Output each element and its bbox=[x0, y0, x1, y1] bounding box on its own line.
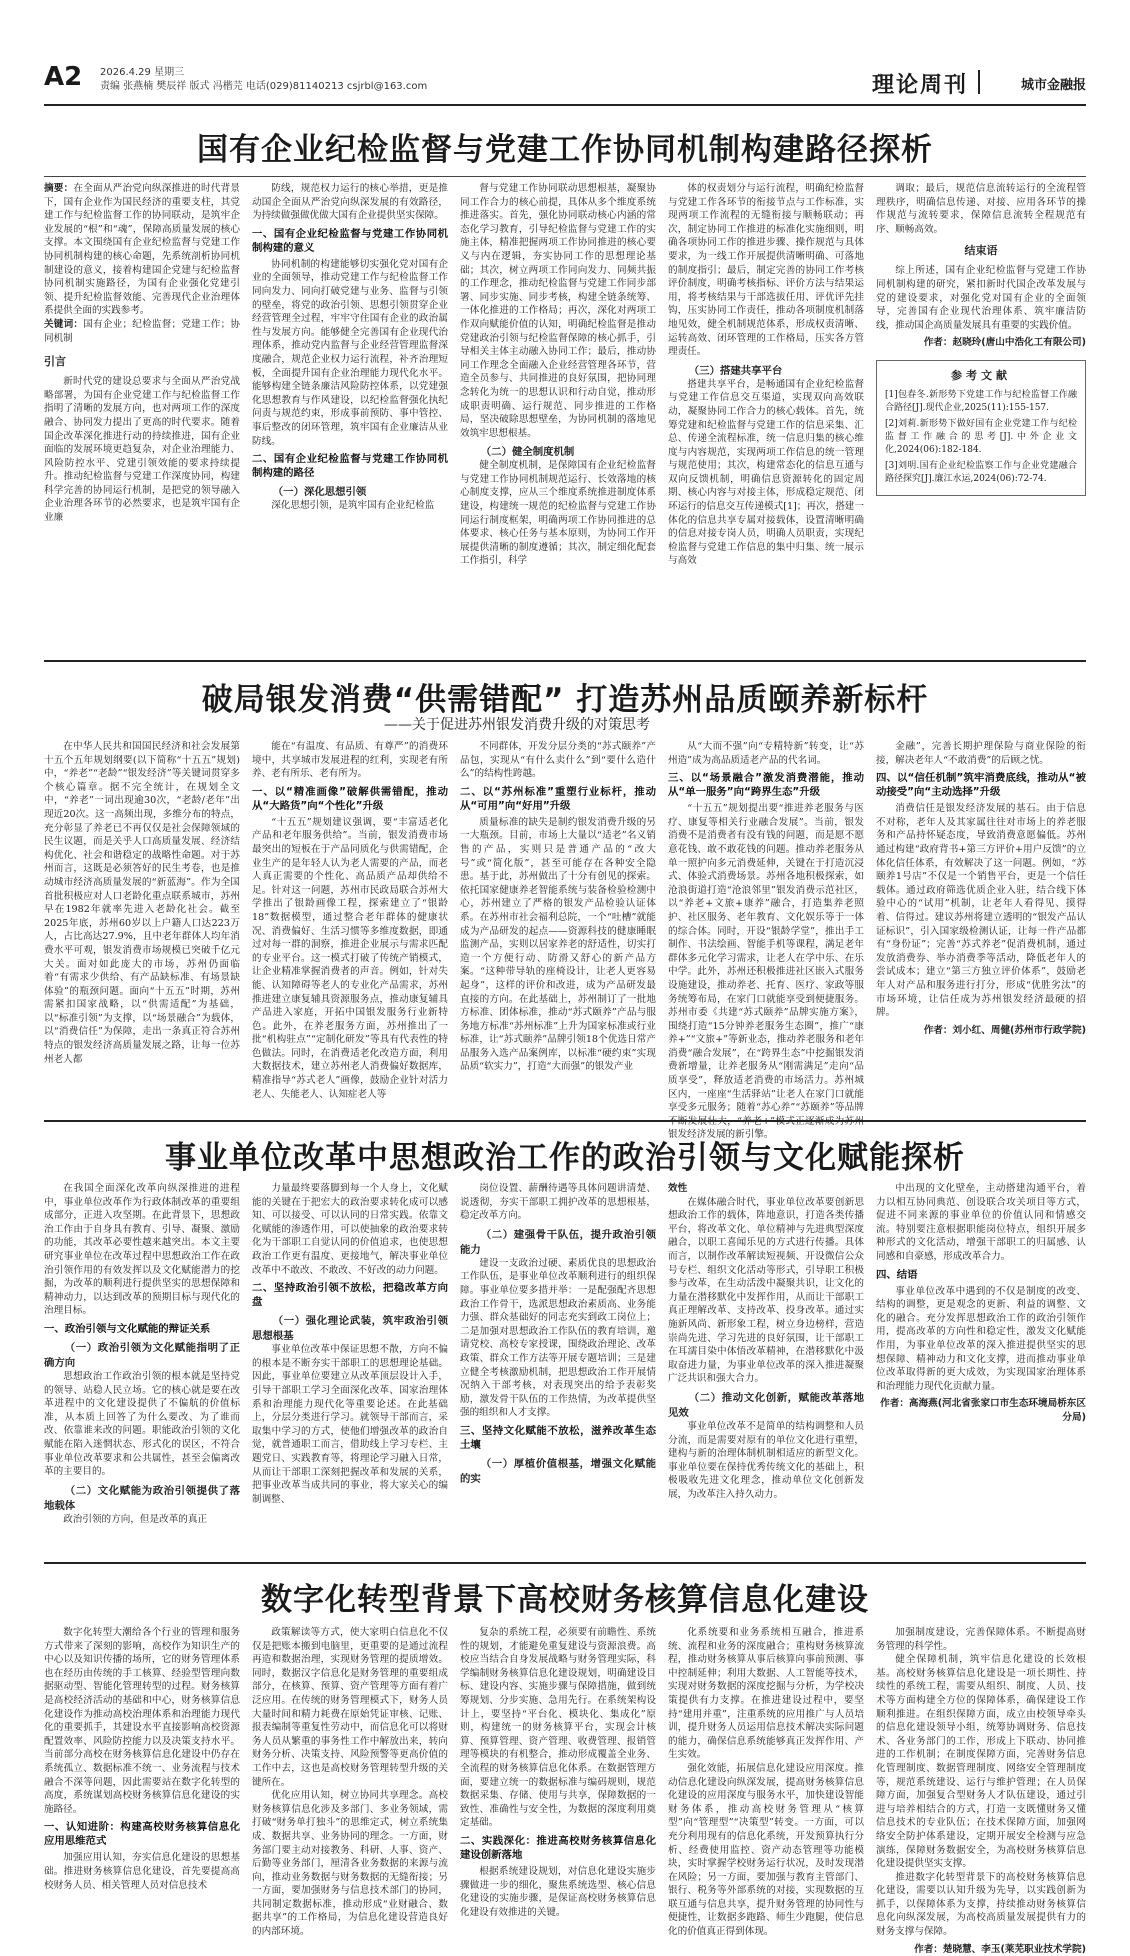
paragraph: “十五五”规划提出要“推进养老服务与医疗、康复等相关行业融合发展”。当前，银发消费不是消费者有没有钱的问题，而是愿不愿意花钱、敢不敢花钱的问题。推动养老服务从单一照护向多元消费延伸，关键在于打造沉浸式、体验式消费场景。苏州各地积极探索，如沧浪街道打造“沧浪邻里”银发消费示范社区，以“养老+文旅+康养”融合，打造集养老照护、社区服务、老年教育、文化娱乐等于一体的综合体。同时，开设“银龄学堂”，推出手工制作、书法绘画、智能手机等课程，满足老年群体多元化学习需求，让老人在学中乐、在乐中学。此外，苏州还积极推进社区嵌入式服务设施建设，推动养老、托育、医疗、家政等服务统筹布局，在家门口就能享受到便捷服务。苏州市委《共建“苏式颐养”品牌实施方案》，围绕打造“15分钟养老服务生态圈”，推广“康养+”“文旅+”等新业态，推动养老服务和老年消费“融合发展”，在“跨界生态”中挖掘银发消费新增量，让养老服务从“刚需满足”走向“品质享受”，释放适老消费的市场活力。苏州城区内，一座座“生活驿站”让老人在家门口就能享受多元服务；随着“苏心养”“苏颐养”等品牌 银发经济发展的新引擎。 bbox=[668, 803, 864, 1141]
article2-col2 bbox=[252, 740, 448, 1112]
article4-author: 作者：楚晓慧、李玉(莱芜职业技术学院) bbox=[914, 1943, 1086, 1955]
paragraph: 综上所述，国有企业纪检监督与党建工作协同机制构建的研究，紧扣新时代国企改革发展与党的建设要求，对强化党对国有企业的全面领导，完善国有企业现代治理体系、筑牢廉洁防线，推动国企高质量发展具有重要的实践价值。 bbox=[876, 265, 1086, 331]
article2-col5 bbox=[876, 740, 1086, 1112]
article4-title: 数字化转型背景下高校财务核算信息化建设 bbox=[261, 1582, 869, 1618]
paragraph: 深化思想引领，是筑牢国有企业纪检监 bbox=[271, 500, 435, 512]
masthead-editors: 责编 张燕楠 樊辰祥 版式 冯楷芫 电话(029)81140213 csjrbl@163.com bbox=[100, 81, 428, 92]
paper-name: 城市金融报 bbox=[1020, 78, 1086, 93]
paragraph: 思想政治工作政治引领的根本就是坚持党的领导、站稳人民立场。它的核心就是要在改革进程中的文化建设提供了不偏航的价值标准，从本质上回答了为什么要改、为了谁而改、依靠谁来改的问题。职能政治引领的文化赋能在陷入迷惘状态、形式化的误区，不符合事业单位改革要求和公共属性，甚至会偏离改革的主要目的。 bbox=[44, 1370, 240, 1478]
subsection-heading: （一）强化理论武装，筑牢政治引领思想根基 bbox=[252, 1315, 448, 1343]
article4-col5 bbox=[876, 1626, 1086, 1955]
article3-col4 bbox=[668, 1182, 864, 1554]
article1-col3 bbox=[460, 182, 656, 652]
masthead-divider bbox=[978, 70, 980, 94]
paragraph: 健全保障机制，筑牢信息化建设的长效根基。高校财务核算信息化建设是一项长期性、持续性的系统工程，需要从组织、制度、人员、技术等方面构建全方位的保障体系，确保建设工作顺利推进。在组织保障方面，成立由校领导牵头的信息化建设领导小组，统筹协调财务、信息技术、各业务部门的工作，形成上下联动、协同推进的工作机制；在制度保障方面，完善财务信息化管理制度、数据管理制度、网络安全管理制度等，规范系统建设、运行与维护管理；在人员保障方面，加强复合型财务人才队伍建设，通过引进与培养相结合的方式，打造一支既懂财务又懂信息技术的专业队伍；在技术保障方面，加强网络安全防护体系建设，定期开展安全检测与应急演练，保障财务数据安全，为高校财务核算信息化建设提供坚实支撑。 bbox=[876, 1654, 1086, 1870]
subsection-heading: （三）搭建共享平台 bbox=[688, 364, 783, 377]
paragraph: 岗位设置、薪酬待遇等具体问题讲清楚、说透彻，夯实干部职工拥护改革的思想根基，稳定改革方向。 bbox=[460, 1183, 656, 1222]
article2-subtitle: ——关于促进苏州银发消费升级的对策思考 bbox=[384, 717, 650, 733]
article1-col4 bbox=[668, 182, 864, 652]
masthead bbox=[44, 58, 1086, 106]
paragraph: 在媒体融合时代，事业单位改革要创新思想政治工作的载体，阵地意识，打造各类传播平台，将改革文化、单位精神与先进典型深度融合，以职工喜闻乐见的方式进行传播。具体而言，以制作改革解读短视频、开设微信公众号专栏、组织文化活动等形式，引导职工积极参与改革，在生动活泼中凝聚共识，让文化的力量在潜移默化中发挥作用，从而让干部职工真正理解改革、支持改革、投身改革。通过实施新风尚、新形象工程，树立身边榜样，营造崇尚先进、学习先进的良好氛围，让干部职工在耳濡目染中体悟改革精神，在潜移默化中汲取奋进力量，为事业单位改革的深入推进凝聚广泛共识和强大合力。 bbox=[668, 1196, 864, 1385]
subsection-heading: （二）建强骨干队伍，提升政治引领能力 bbox=[460, 1228, 656, 1256]
paragraph: 新时代党的建设总要求与全面从严治党战略部署，为国有企业党建工作与纪检监督工作指明了清晰的发展方向，也对两项工作的深度融合、协同发力提出了更高的时代要求。随着国企改革深化推进行动的持续推进，国有企业面临的发展环境更趋复杂，对企业治理能力、风险防控水平、党建引领效能的要求持续提升。推动纪检监督与党建工作深度协同，构建科学完善的协同运行机制，是把党的领导融入企业治理各环节的必然要求，也是筑牢国有企业廉 bbox=[44, 376, 240, 524]
section-heading: 一、政治引领与文化赋能的辩证关系 bbox=[44, 1322, 211, 1335]
paragraph: 不同群体，开发分层分类的“苏式颐养”产品包，实现从“有什么卖什么”到“要什么造什么”的结构性跨越。 bbox=[460, 741, 656, 780]
section-heading: 四、以“信任机制”筑牢消费底线，推动从“被动接受”向“主动选择”升级 bbox=[876, 772, 1086, 799]
section-heading: 一、以“精准画像”破解供需错配，推动从“大路货”向“个性化”升级 bbox=[252, 785, 448, 812]
paragraph: 建设一支政治过硬、素质优良的思想政治工作队伍，是事业单位改革顺利进行的组织保障。事业单位要多措并举：一是配强配齐思想政治工作骨干，选派思想政治素质高、业务能力强、群众基础好的同志充实到政工岗位上；二是加强对思想政治工作队伍的教育培训，邀请党校、高校专家授课，围绕政治理论、改革政策、群众工作方法等开展专题培训；三是建立健全考核激励机制，把思想政治工作开展情况纳入干部考核，对表现突出的给予表彰奖励，激发骨干队伍的工作热情，为改革提供坚强的组织和人才支撑。 bbox=[460, 1257, 656, 1419]
article1-intro-heading: 引言 bbox=[44, 355, 66, 369]
paragraph: 优化应用认知，树立协同共享理念。高校财务核算信息化涉及多部门、多业务领域，需打破“财务单打独斗”的思维定式，树立系统集成、数据共享、业务协同的理念。一方面，财务部门要主动对接教务、科研、人事、资产、后勤等业务部门，厘清各业务数据的来源与流向，推动业务数据与财务数据的无缝衔接；另一方面，要加强财务与信息技术部门的协同，共同制定数据标准，推动形成“业财融合、数据共享”的工作格局，为信息化建设营造良好的内部环境。 bbox=[252, 1790, 448, 1938]
article-divider bbox=[44, 660, 1086, 662]
article-divider bbox=[44, 1120, 1086, 1122]
paragraph: 从“大而不强”向“专精特新”转变，让“苏州造”成为高品质适老产品的代名词。 bbox=[668, 741, 864, 766]
subsection-heading: （一）厚植价值根基，增强文化赋能的实 bbox=[460, 1457, 656, 1485]
paragraph: 中出现的文化壁垒，主动搭建沟通平台，着力以相互协同典范、创设联合攻关项目等方式，促进不同来源的事业单位的价值认同和情感交流。特别要注意根据职能岗位特点，组织开展多种形式的文化活动，增强干部职工的归属感、认同感和自豪感，形成改革合力。 bbox=[876, 1183, 1086, 1262]
section-heading: 三、以“场景融合”激发消费潜能，推动从“单一服务”向“跨界生态”升级 bbox=[668, 772, 864, 799]
article1-title: 国有企业纪检监督与党建工作协同机制构建路径探析 bbox=[197, 132, 933, 168]
article2-author: 作者：刘小红、周健(苏州市行政学院) bbox=[923, 1024, 1086, 1036]
article1-col5 bbox=[876, 182, 1086, 652]
paragraph: 事业单位改革不是简单的结构调整和人员分流，而是需要对原有的单位文化进行重塑，建构与新的治理体制机制相适应的新型文化。事业单位要在保持优秀传统文化的基础上，积极吸收先进文化理念，推动单位文化创新发展，为改革注入持久动力。 bbox=[668, 1420, 864, 1500]
subsection-heading: （二）推动文化创新，赋能改革落地见效 bbox=[668, 1391, 864, 1419]
section-heading: 一、认知进阶：构建高校财务核算信息化应用思维范式 bbox=[44, 1821, 240, 1848]
article2-title: 破局银发消费“供需错配” 打造苏州品质颐养新标杆 bbox=[201, 682, 929, 718]
paragraph: “十五五”规划建议强调，要“丰富适老化产品和老年服务供给”。当前，银发消费市场最突出的短板在于产品同质化与供需错配，企业生产的是年轻人认为老人需要的产品，而老人真正需要的个性化、高品质产品却供给不足。针对这一问题，苏州市民政局联合苏州大学推出了银龄画像工程，探索建立了“银龄18”数据模型，通过整合老年群体的健康状况、消费偏好、生活习惯等多维度数据，即通过对每一群的洞察，推进企业展示与需求匹配的专业平台。这一模式打破了传统产销模式，让企业精准掌握消费者的声音。例如，针对失能、认知障碍等老人的专业化产品需求，苏州推进建立康复辅具资源服务点，推动康复辅具产品进入家庭，开拓中国银发服务行业新特色。此外，在养老服务方面，苏州推出了一批“机构驻点”“定制化研发”等具有代表性的特色做法。同时，在消费适老化改造方面，利用大数据技术，建立苏州老人消费偏好数据库，精准指导“苏式老人”画像，鼓励企业针对活力老人、失能老人、认知症老人等 bbox=[252, 816, 448, 1100]
page-number: A2 bbox=[44, 62, 83, 92]
section-heading: 二、实践深化：推进高校财务核算信息化建设创新落地 bbox=[460, 1834, 656, 1861]
paragraph: 事业单位改革中遇到的不仅是制度的改变、结构的调整，更是观念的更新、利益的调整、文化的融合。充分发挥思想政治工作的政治引领作用，提高改革的方向性和稳定性，激发文化赋能作用，为事业单位改革的深入推进提供坚实的思想保障、精神动力和文化支撑，进而推动事业单位改革取得新的更大成效，为实现国家治理体系和治理能力现代化贡献力量。 bbox=[876, 1285, 1086, 1392]
paragraph: 效性 bbox=[668, 1183, 688, 1194]
article2-col4 bbox=[668, 740, 864, 1141]
reference-item: [3]刘明.国有企业纪检监察工作与企业党建融合路径探究[J].廉江水运,2024(06):72-74. bbox=[885, 460, 1077, 484]
article1-col1 bbox=[44, 182, 240, 652]
article1-keywords: 关键词：国有企业；纪检监督；党建工作；协同机制 bbox=[44, 318, 241, 344]
paragraph: 加强应用认知，夯实信息化建设的思想基础。推进财务核算信息化建设，首先要提高高校财务人员、相关管理人员对信息技术 bbox=[44, 1852, 240, 1891]
paragraph: 在中华人民共和国国民经济和社会发展第十五个五年规划纲要(以下简称“十五五”规划)中，“养老”“老龄”“银发经济”等关键词贯穿多个核心篇章。据不完全统计，在规划全文中，“养老”一词出现逾30次，“老龄/老年”出现近20次。这一高频出现，多维分布的特点，充分彰显了养老已不再仅仅是社会保障领域的民生议题，而是关乎人口高质量发展、经济结构优化、社会和谐稳定的战略性命题。对于苏州而言，这既是必须答好的民生考卷，也是推动城市经济高质量发展的“新蓝海”。作为全国首批积极应对人口老龄化重点联系城市，苏州早在1982年就率先进入老龄化社会。截至2025年底，苏州60岁以上户籍人口达223万人，占比高达27.9%，且中老年群体人均年消费水平可观，银发消费市场规模已突破千亿元大关。面对如此庞大的市场，苏州仍面临着“有需求少供给、有产品缺标准、有场景缺体验”的瓶颈问题。面向“十五五”时期，苏州需紧扣国家战略，以“供需适配”为基础，以“标准引领”为支撑，以“场景融合”为载体，以“消费信任”为保障，走出一条真正符合苏州特点的银发经济高质量发展之路，让每一位苏州老人都 bbox=[44, 741, 240, 1065]
paragraph: 强化效能，拓展信息化建设应用深度。推动信息化建设向纵深发展，提高财务核算信息化建设的应用深度与服务水平，加快建设智能财务体系，推动高校财务管理从“核算型”向“管理型”“决策型”转变。一方面，可以充分利用现有的信息化系统，开发预算执行分析、经费使用监控、资产动态管理等功能模块，实时掌握学校财务运行状况，及时发现潜在风险；另一方面，要加强与教育主管部门、银行、税务等外部系统的对接，实现数据的互联互通与信息共享，提升财务管理的协同性与便捷性，让数据多跑路、师生少跑腿，使信息化的价值真正得到体现。 bbox=[668, 1762, 864, 1938]
article-divider bbox=[44, 1562, 1086, 1564]
paragraph: 防线，规范权力运行的核心举措，更是推动国企全面从严治党向纵深发展的有效路径，为持续做强做优做大国有企业提供坚实保障。 bbox=[252, 183, 448, 222]
paragraph: 搭建共享平台，是畅通国有企业纪检监督与党建工作信息交互渠道，实现双向高效联动，凝聚协同工作合力的核心载体。首先，统筹党建和纪检监督与党建工作的信息采集、汇总、传递全流程标准，统一信息归集的核心维度与内容规范，实现两项工作信息的统一管理与规范使用；其次，构建常态化的信息互通与双向反馈机制，明确信息资源转化的固定周期、核心内容与对接主体，形成稳定规范、闭环运行的信息交互传递模式[1]；再次，搭建一体化的信息共享专属对接载体，设置清晰明确的信息对接专岗人员，明确人员职责，实现纪检监督与党建工作信息的集中归集、统一展示与高效 bbox=[668, 378, 864, 567]
paragraph: 协同机制的构建能够切实强化党对国有企业的全面领导，推动党建工作与纪检监督工作同向发力、同向打破党建与业务、监督与引领的壁垒，将党的政治引领、思想引领贯穿企业经营管理全过程，牢牢守住国有企业的政治属性与发展方向。能够健全完善国有企业现代治理体系，推动党内监督与企业经营管理监督深度融合，规范企业权力运行流程，补齐治理短板，全面提升国有企业治理能力现代化水平。能够构建全链条廉洁风险防控体系，以党建强化思想教育与作风建设，以纪检监督强化执纪问责与规范约束，形成事前预防、事中管控、事后整改的闭环管理，筑牢国有企业廉洁从业防线。 bbox=[252, 258, 448, 447]
paragraph: 加强制度建设，完善保障体系。不断提高财务管理的科学性。 bbox=[876, 1627, 1086, 1652]
article2-col3 bbox=[460, 740, 656, 1112]
article3-title: 事业单位改革中思想政治工作的政治引领与文化赋能探析 bbox=[165, 1140, 965, 1176]
section-heading: 二、以“苏州标准”重塑行业标杆，推动从“可用”向“好用”升级 bbox=[460, 785, 656, 812]
masthead-info bbox=[100, 66, 427, 94]
subsection-heading: （二）文化赋能为政治引领提供了落地载体 bbox=[44, 1484, 240, 1512]
paragraph: 质量标准的缺失是制约银发消费升级的另一大瓶颈。目前，市场上大量以“适老”名义销售的产品，实则只是普通产品的“改大号”或“简化版”，甚至可能存在各种安全隐患。基于此，苏州做出了十分有创见的探索。依托国家健康养老智能系统与装备检验检测中心，苏州建立了严格的银发产品检验认证体系。在苏州市社会福利总院，一个“吐槽”就能成为产品研发的起点——资源科技的健康睡眠监测产品，实则以居家养老的舒适性，切实打造一个方便行动、防滑又舒心的新产品方案。“这种带导轨的座椅设计，让老人更容易起身”，这样的评价和改进，成为产品研发最直接的方向。在此基础上，苏州制订了一批地方标准、团体标准，推动“苏式颐养”产品与服务地方标准“苏州标准”上升为国家标准或行业标准，让“苏式颐养”品牌引领18个优选日常产品服务入选产品案例库，以标准“硬约束”实现品质“软实力”，打造“大而强”的银发产业 bbox=[460, 816, 656, 1073]
section-heading: 一、国有企业纪检监督与党建工作协同机制构建的意义 bbox=[252, 227, 448, 254]
article3-col2 bbox=[252, 1182, 448, 1554]
paragraph: 政治引领的方向，但是改革的真正 bbox=[63, 1513, 208, 1525]
article4-col2 bbox=[252, 1626, 448, 1938]
subsection-heading: （二）健全制度机制 bbox=[480, 446, 575, 459]
article1-col2 bbox=[252, 182, 448, 652]
article2-col1 bbox=[44, 740, 240, 1112]
article4-col4 bbox=[668, 1626, 864, 1938]
paragraph: 消费信任是银发经济发展的基石。由于信息不对称，老年人及其家属往往对市场上的养老服务和产品持怀疑态度，导致消费意愿偏低。苏州通过构建“政府背书+第三方评价+用户反馈”的立体化信任体系，有效解决了这一问题。例如，“苏颐养1号店”不仅是一个销售平台，更是一个信任载体。通过政府筛选优质企业入驻，结合线下体验中心的“试用”机制，让老年人看得见、摸得着、信得过。建议苏州将建立透明的“银发产品认证标识”，引入国家级检测认证，让每一件产品都有“身份证”；完善“苏式养老”促消费机制，通过发放消费券、举办消费季等活动，降低老年人的尝试成本；建立“第三方独立评价体系”，鼓励老年人对产品和服务进行打分，形成“优胜劣汰”的市场环境，让信任成为苏州银发经济最硬的招牌。 bbox=[876, 803, 1086, 1019]
section-heading: 二、国有企业纪检监督与党建工作协同机制构建的路径 bbox=[252, 453, 448, 480]
column-name: 理论周刊 bbox=[871, 73, 968, 98]
paragraph: 化系统要和业务系统相互融合，推进系统、流程和业务的深度融合；重构财务核算流程，推动财务核算从事后核算向事前预测、事中控制延伸；利用大数据、人工智能等技术，实现对财务数据的深度挖掘与分析，为学校决策提供有力支撑。在推进建设过程中，要坚持“建用并重”，注重系统的应用推广与人员培训，提升财务人员运用信息技术解决实际问题的能力，确保信息系统能够真正发挥作用、产生实效。 bbox=[668, 1627, 864, 1761]
paragraph: 能在“有温度、有品质、有尊严”的消费环境中，共享城市发展进程的红利，实现老有所养、老有所乐、老有所为。 bbox=[252, 741, 448, 780]
article4-col3 bbox=[460, 1626, 656, 1918]
paragraph: 根据系统建设规划，对信息化建设实施步骤做进一步的细化，聚焦系统选型、核心信息化建设的实施步骤，是保证高校财务核算信息化建设有效推进的关键。 bbox=[460, 1865, 656, 1918]
conclusion-heading: 结束语 bbox=[964, 244, 998, 258]
paragraph: 金融”，完善长期护理保险与商业保险的衔接，解决老年人“不敢消费”的后顾之忧。 bbox=[876, 741, 1086, 766]
paragraph: 数字化转型大潮给各个行业的管理和服务方式带来了深刻的影响，高校作为知识生产的中心以及知识传播的场所，它的财务管理体系也在经历由传统的手工核算、经验型管理向数据驱动型、智能化管理转型的过程。财务核算是高校经济活动的基础和中心，财务核算信息化建设作为推动高校治理体系和治理能力现代化的重要抓手，其建设水平直接影响高校资源配置效率、风险防控能力以及决策支持水平。当前部分高校在财务核算信息化建设中仍存在系统孤立、数据标准不统一、业务流程与技术融合不深等问题，因此需要站在数字化转型的高度，系统谋划高校财务核算信息化建设的实施路径。 bbox=[44, 1627, 240, 1815]
section-heading: 二、坚持政治引领不放松，把稳改革方向盘 bbox=[252, 1282, 448, 1309]
subsection-heading: （一）政治引领为文化赋能指明了正确方向 bbox=[44, 1341, 240, 1369]
article3-col5 bbox=[876, 1182, 1086, 1554]
section-heading: 四、结语 bbox=[876, 1268, 918, 1281]
paragraph: 健全制度机制，是保障国有企业纪检监督与党建工作协同机制规范运行、长效落地的核心制度支撑，应从三个维度系统推进制度体系建设，构建统一规范的纪检监督与党建工作协同运行制度框架，明确两项工作协同推进的总体要求、核心任务与基本原则，为协同工作开展提供清晰的制度遵循；其次，制定细化配套工作指引，科学 bbox=[460, 460, 656, 567]
reference-item: [2]刘莉.新形势下做好国有企业党建工作与纪检监督工作融合的思考[J].中外企业文化,2024(06):182-184. bbox=[885, 418, 1077, 455]
subsection-heading: （一）深化思想引领 bbox=[272, 486, 367, 499]
article3-author: 作者：高海燕(河北省张家口市生态环境局桥东区分局) bbox=[880, 1398, 1086, 1423]
article1-abstract: 摘要：在全面从严治党向纵深推进的时代背景下，国有企业作为国民经济的重要支柱，其党建工作与纪检监督工作的协同联动，是筑牢企业发展的“根”和“魂”，保障高质量发展的核心支撑。本文围绕国有企业纪检监督与党建工作协同机制构建的核心命题，先系统剖析协同机制建设的意义，接着构建国企党建与纪检监督协同机制实施路径，为国有企业强化党建引领、提升纪检监督效能、完善现代企业治理体系提供全面的实践参考。 bbox=[44, 183, 241, 317]
paragraph: 在我国全面深化改革向纵深推进的进程中，事业单位改革作为行政体制改革的重要组成部分，正进入攻坚期。在此背景下，思想政治工作由于自身具有教育、引导、凝聚、激励的功能，其改革必要性越来越突出。本文主要研究事业单位在改革过程中思想政治工作在政治引领作用的有效发挥以及文化赋能潜力的挖掘，为改革的顺利进行提供坚实的思想保障和精神动力，以达到改革的预期目标与现代化的治理目标。 bbox=[44, 1183, 240, 1317]
paragraph: 推进数字化转型背景下的高校财务核算信息化建设，需要以认知升级为先导，以实践创新为抓手，以保障体系为支撑，持续推动财务核算信息化向纵深发展，为高校高质量发展提供有力的财务支撑与保障。 bbox=[876, 1871, 1086, 1938]
article4-col1 bbox=[44, 1626, 240, 1891]
paragraph: 体的权责划分与运行流程，明确纪检监督与党建工作各环节的衔接节点与工作标准，实现两项工作流程的无缝衔接与顺畅联动；再次，制定协同工作推进的标准化实施细则，明确各项协同工作的推进步骤、操作规范与具体要求，为一线工作开展提供清晰明确、可落地的制度指引；最后，制定完善的协同工作考核评价制度，明确考核指标、评价方法与结果运用，将考核结果与干部选拔任用、评优评先挂钩，压实协同工作责任，推动各项制度机制落地见效，健全机制规范体系，形成权责清晰、运转高效、闭环管理的工作格局，压实各方管理责任。 bbox=[668, 183, 864, 358]
paragraph: 调取；最后，规范信息流转运行的全流程管理秩序，明确信息传递、对接、应用各环节的操作规范与流转要求，保障信息流转全程规范有序、顺畅高效。 bbox=[876, 183, 1086, 235]
paragraph: 政策解读等方式，使大家明白信息化不仅仅是把账本搬到电脑里，更重要的是通过流程再造和数据治理，实现财务管理的提质增效。同时，数据汉字信息化是财务管理的重要组成部分，在核算、预算、资产管理等方面有着广泛应用。在传统的财务管理模式下，财务人员大量时间和精力耗费在原始凭证审核、记账、报表编制等重复性劳动中，而信息化可以将财务人员从繁重的事务性工作中解放出来，转向财务分析、决策支持、风险预警等更高价值的工作中去，这也是高校财务管理转型升级的关键所在。 bbox=[252, 1627, 448, 1788]
paragraph: 事业单位改革中保证思想不散，方向不偏的根本是不断夯实干部职工的思想理论基础。因此，事业单位要建立从改革顶层设计入手，引导干部职工学习全面深化改革、国家治理体系和治理能力现代化等重要论述。在此基础上，分层分类进行学习。就领导干部而言，采取集中学习的方式，使他们增强改革的政治自觉，就普通职工而言，借助线上学习专栏、主题党日、实践教育等，将理论学习融入日常，从而让干部职工深刻把握改革和发展的关系，把事业改革当成共同的事业，将大家关心的编制调整、 bbox=[252, 1344, 448, 1505]
paragraph: 力量最终要落脚到每一个人身上，文化赋能的关键在于把宏大的政治要求转化成可以感知、可以接受、可以认同的日常实践。依靠文化赋能的渗透作用，可以使抽象的政治要求转化为干部职工自觉认同的价值追求，也使思想政治工作更有温度、更接地气，解决事业单位改革中不敢改、不敢改、不好改的动力问题。 bbox=[252, 1183, 448, 1276]
references-title: 参考文献 bbox=[951, 368, 1011, 382]
article3-col3 bbox=[460, 1182, 656, 1554]
article3-col1 bbox=[44, 1182, 240, 1554]
references-box bbox=[876, 360, 1086, 496]
masthead-date: 2026.4.29 星期三 bbox=[100, 67, 185, 78]
article1-author: 作者：赵晓玲(唐山中浩化工有限公司) bbox=[923, 337, 1086, 349]
paragraph: 督与党建工作协同联动思想根基，凝聚协同工作合力的核心前提，具体从多个维度系统推进落实。首先，强化协同联动核心内涵的常态化学习教育，引导纪检监督与党建工作的实施主体，精准把握两项工作协同推进的核心要义与内在逻辑，夯实协同工作的思想理论基础；其次，树立两项工作同向发力、同频共振的工作理念，推动纪检监督与党建工作同步部署、同步实施、同步考核，构建全链条统筹、一体化推进的工作格局；再次，深化对两项工作双向赋能价值的认知，明确纪检监督是推动党建政治引领与纪检监督保障的核心抓手，引导相关主体主动融入协同工作；最后，推动协同工作理念全面融入企业经营管理各环节，营造全员参与、共同推进的良好氛围，把协同理念转化为统一的思想认识和行动自觉，推动形成职责明确、运行规范、同步推进的工作格局，坚决破除思想壁垒，为协同机制的落地见效筑牢思想根基。 bbox=[460, 183, 656, 439]
paragraph: 复杂的系统工程，必须要有前瞻性、系统性的规划，才能避免重复建设与资源浪费。高校应当结合自身发展战略与财务管理实际，科学编制财务核算信息化建设规划，明确建设目标、建设内容、实施步骤与保障措施，做到统筹规划、分步实施、急用先行。在系统架构设计上，要坚持“平台化、模块化、集成化”原则，构建统一的财务核算平台，实现会计核算、预算管理、资产管理、收费管理、报销管理等模块的有机整合，推动形成覆盖全业务、全流程的财务核算信息化体系。在数据管理方面，要建立统一的数据标准与编码规则，规范数据采集、存储、使用与共享，保障数据的一致性、准确性与安全性，为数据的深度利用奠定基础。 bbox=[460, 1627, 656, 1829]
section-heading: 三、坚持文化赋能不放松，滋养改革生态土壤 bbox=[460, 1424, 656, 1451]
reference-item: [1]包春冬.新形势下党建工作与纪检监督工作融合路径[J].现代企业,2025(11):155-157. bbox=[885, 389, 1077, 413]
article1-rule bbox=[44, 176, 1086, 177]
